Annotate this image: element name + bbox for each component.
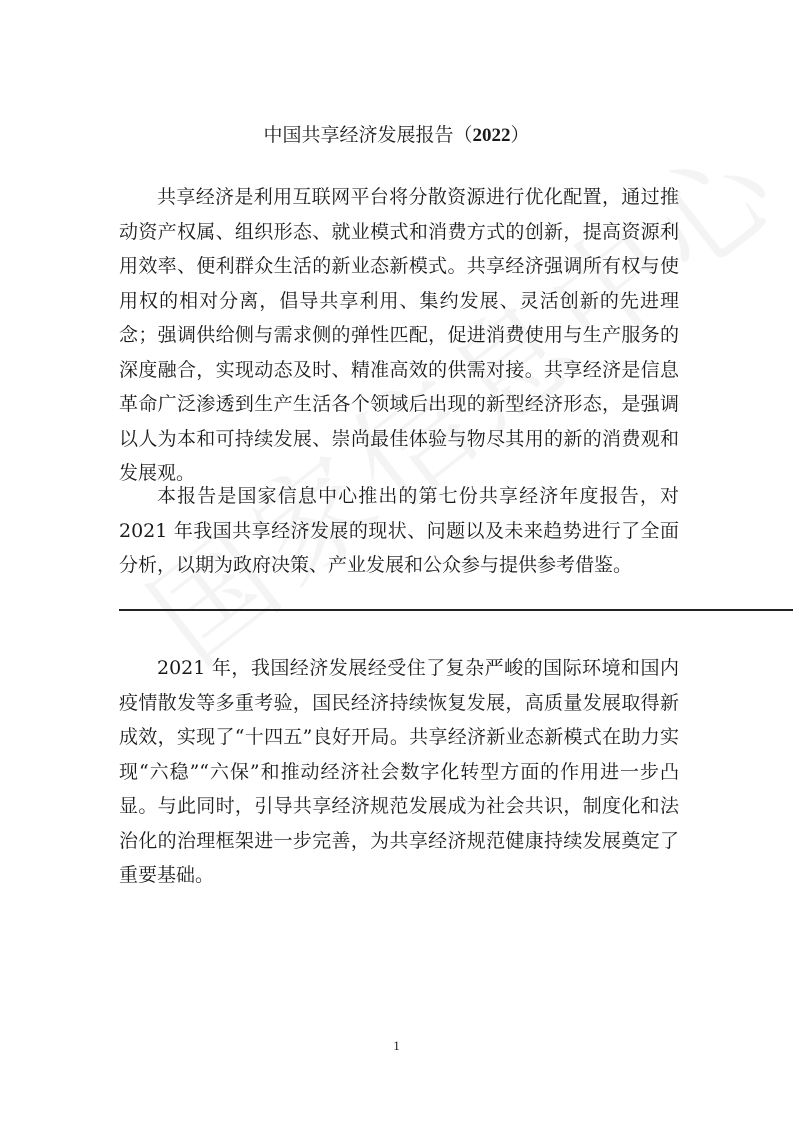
title-close-paren: ） xyxy=(510,124,530,146)
report-title xyxy=(0,120,793,151)
summary-paragraph: 2021 年，我国经济发展经受住了复杂严峻的国际环境和国内疫情散发等多重考验，国民经济持续恢复发展，高质量发展取得新成效，实现了“十四五”良好开局。共享经济新业态新模式在助力实现“六稳”“六保”和推动经济社会数字化转型方面的作用进一步凸显。与此同时，引导共享经济规范发展成为社会共识，制度化和法治化的治理框架进一步完善，为共享经济规范健康持续发展奠定了重要基础。 xyxy=(119,657,679,886)
page-number: 1 xyxy=(393,1038,400,1053)
section-divider xyxy=(119,609,793,611)
report-purpose-paragraph: 本报告是国家信息中心推出的第七份共享经济年度报告，对2021 年我国共享经济发展的现状、问题以及未来趋势进行了全面分析，以期为政府决策、产业发展和公众参与提供参考借鉴。 xyxy=(119,485,679,576)
intro-paragraph: 共享经济是利用互联网平台将分散资源进行优化配置，通过推动资产权属、组织形态、就业模式和消费方式的创新，提高资源利用效率、便利群众生活的新业态新模式。共享经济强调所有权与使用权的相对分离，倡导共享利用、集约发展、灵活创新的先进理念；强调供给侧与需求侧的弹性匹配，促进消费使用与生产服务的深度融合，实现动态及时、精准高效的供需对接。共享经济是信息革命广泛渗透到生产生活各个领域后出现的新型经济形态，是强调以人为本和可持续发展、崇尚最佳体验与物尽其用的新的消费观和发展观。 xyxy=(119,186,679,484)
title-year: 2022 xyxy=(472,125,511,146)
title-text: 中国共享经济发展报告（ xyxy=(263,124,473,146)
